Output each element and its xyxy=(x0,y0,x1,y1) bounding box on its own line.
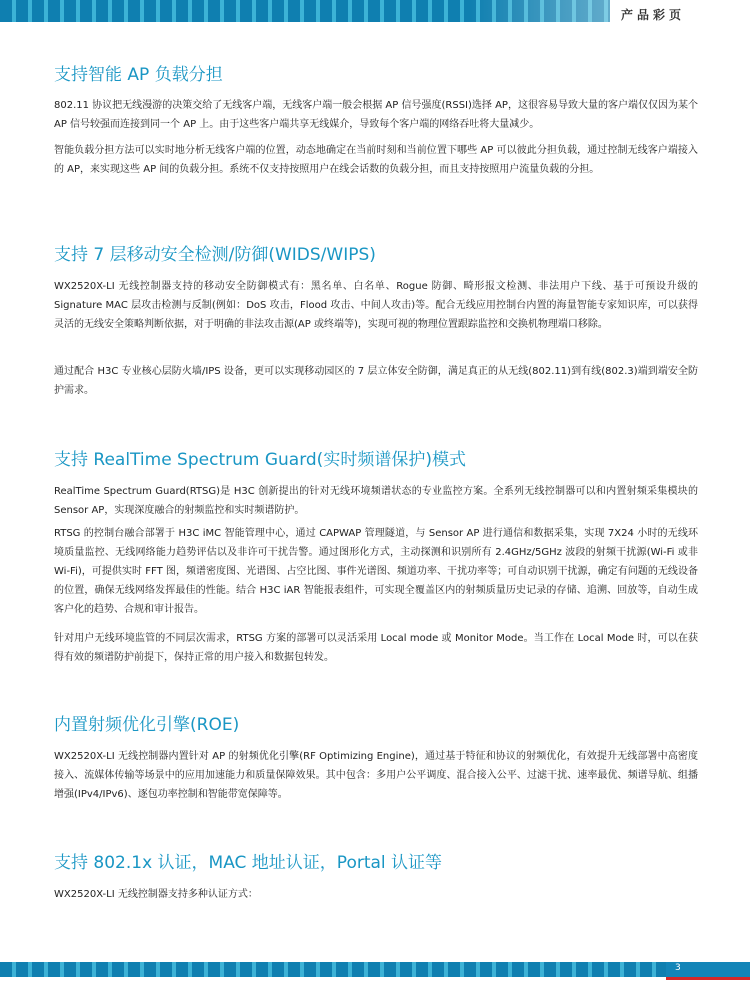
paragraph: WX2520X-LI 无线控制器内置针对 AP 的射频优化引擎(RF Optimizing Engine)，通过基于特征和协议的射频优化，有效提升无线部署中高密度接入、流媒体传输等场景中的应用加速能力和质量保障效果。其中包含：多用户公平调度、混合接入公平、过滤干扰、速率最优、频谱导航、组播增强(IPv4/IPv6)、逐包功率控制和智能带宽保障等。 xyxy=(54,751,698,800)
page-number: 3 xyxy=(675,963,681,973)
footer-band xyxy=(0,962,666,977)
header-label: 产品彩页 xyxy=(621,8,686,22)
section-heading-roe: 内置射频优化引擎(ROE) xyxy=(54,715,240,735)
paragraph: RTSG 的控制台融合部署于 H3C iMC 智能管理中心，通过 CAPWAP 管理隧道，与 Sensor AP 进行通信和数据采集，实现 7X24 小时的无线环境质量监控、无线网络能力趋势评估以及非许可干扰告警。通过图形化方式，主动探测和识别所有 2.4GHz/5GHz 波段的射频干扰源(Wi-Fi 或非 Wi-Fi)，可提供实时 FFT 图，频谱密度图、光谱图、占空比图、事件光谱图、频道功率、干扰功率等；可自动识别干扰源，确定有问题的无线设备的位置，确保无线网络发挥最佳的性能。结合 H3C iAR 智能报表组件，可实现全覆盖区内的射频质量历史记录的存储、追溯、回放等，自动生成客户化的趋势、合规和审计报告。 xyxy=(54,528,698,615)
paragraph: 智能负载分担方法可以实时地分析无线客户端的位置，动态地确定在当前时刻和当前位置下哪些 AP 可以彼此分担负载，通过控制无线客户端接入的 AP，来实现这些 AP 间的负载分担。系统不仅支持按照用户在线会话数的负载分担，而且支持按照用户流量负载的分担。 xyxy=(54,145,698,175)
section-heading-load-balancing: 支持智能 AP 负载分担 xyxy=(54,65,223,85)
paragraph: RealTime Spectrum Guard(RTSG)是 H3C 创新提出的针对无线环境频谱状态的专业监控方案。全系列无线控制器可以和内置射频采集模块的 Sensor AP，实现深度融合的射频监控和实时频谱防护。 xyxy=(54,486,698,516)
paragraph: 802.11 协议把无线漫游的决策交给了无线客户端，无线客户端一般会根据 AP 信号强度(RSSI)选择 AP，这很容易导致大量的客户端仅仅因为某个 AP 信号较强而连接到同一个 AP 上。由于这些客户端共享无线媒介，导致每个客户端的网络吞吐将大量减少。 xyxy=(54,100,698,130)
paragraph: 通过配合 H3C 专业核心层防火墙/IPS 设备，更可以实现移动园区的 7 层立体安全防御，满足真正的从无线(802.11)到有线(802.3)端到端安全防护需求。 xyxy=(54,366,698,396)
section-heading-wids-wips: 支持 7 层移动安全检测/防御(WIDS/WIPS) xyxy=(54,245,376,265)
paragraph: WX2520X-LI 无线控制器支持的移动安全防御模式有：黑名单、白名单、Rogue 防御、畸形报文检测、非法用户下线、基于可预设升级的 Signature MAC 层攻击检测与反制(例如：DoS 攻击，Flood 攻击、中间人攻击)等。配合无线应用控制台内置的海量智能专家知识库，可以获得灵活的无线安全策略判断依据，对于明确的非法攻击源(AP 或终端等)，实现可视的物理位置跟踪监控和交换机物理端口移除。 xyxy=(54,281,698,330)
header-band xyxy=(0,0,610,22)
footer-accent-line xyxy=(666,977,750,980)
section-heading-authentication: 支持 802.1x 认证，MAC 地址认证，Portal 认证等 xyxy=(54,853,443,873)
paragraph: WX2520X-LI 无线控制器支持多种认证方式： xyxy=(54,889,258,900)
section-heading-rtsg: 支持 RealTime Spectrum Guard(实时频谱保护)模式 xyxy=(54,450,466,470)
paragraph: 针对用户无线环境监管的不同层次需求，RTSG 方案的部署可以灵活采用 Local mode 或 Monitor Mode。当工作在 Local Mode 时，可以在获得有效的频谱防护前提下，保持正常的用户接入和数据包转发。 xyxy=(54,633,698,663)
